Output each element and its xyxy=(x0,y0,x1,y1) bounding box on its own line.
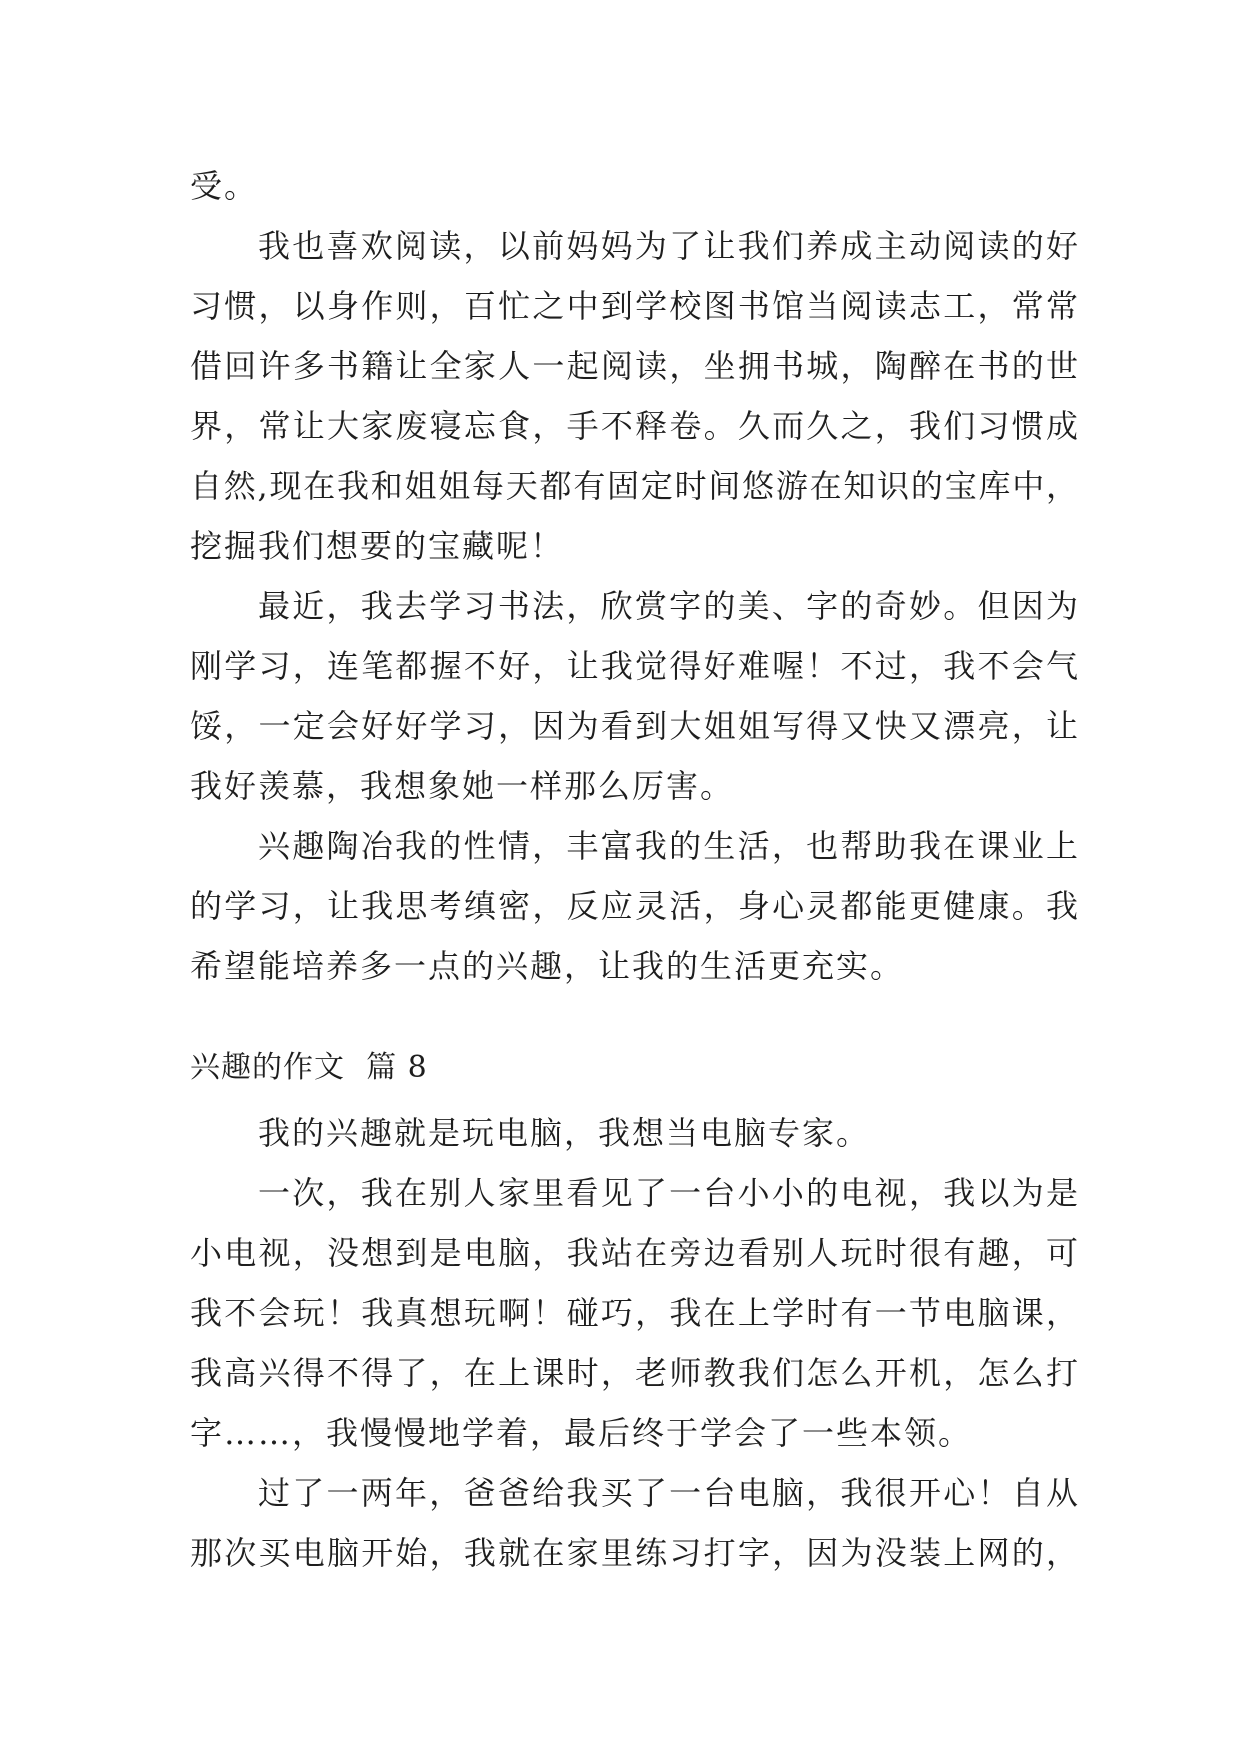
text-line: 我不会玩！我真想玩啊！碰巧，我在上学时有一节电脑课， xyxy=(190,1294,1078,1332)
paragraph xyxy=(190,576,1078,816)
text-line: 兴趣陶冶我的性情，丰富我的生活，也帮助我在课业上 xyxy=(258,827,1078,865)
text-line: 的学习，让我思考缜密，反应灵活，身心灵都能更健康。我 xyxy=(190,887,1078,925)
essay-title: 兴趣的作文 篇 8 xyxy=(190,1050,428,1085)
text-line: 小电视，没想到是电脑，我站在旁边看别人玩时很有趣，可 xyxy=(190,1234,1078,1272)
essay-8-body xyxy=(190,1103,1078,1583)
text-line: 挖掘我们想要的宝藏呢！ xyxy=(190,527,565,565)
text-line: 我高兴得不得了，在上课时，老师教我们怎么开机，怎么打 xyxy=(190,1354,1078,1392)
text-line: 习惯，以身作则，百忙之中到学校图书馆当阅读志工，常常 xyxy=(190,287,1078,325)
paragraph xyxy=(190,816,1078,996)
text-line: 最近，我去学习书法，欣赏字的美、字的奇妙。但因为 xyxy=(258,587,1078,625)
text-line: 自然,现在我和姐姐每天都有固定时间悠游在知识的宝库中， xyxy=(190,467,1078,505)
text-line: 我的兴趣就是玩电脑，我想当电脑专家。 xyxy=(258,1114,871,1152)
paragraph xyxy=(190,1163,1078,1463)
paragraph xyxy=(190,216,1078,576)
essay-heading-block xyxy=(190,1038,1078,1098)
paragraph xyxy=(190,156,1078,216)
paragraph xyxy=(190,1103,1078,1163)
paragraph xyxy=(190,1463,1078,1583)
text-line: 馁，一定会好好学习，因为看到大姐姐写得又快又漂亮，让 xyxy=(190,707,1078,745)
text-line: 刚学习，连笔都握不好，让我觉得好难喔！不过，我不会气 xyxy=(190,647,1078,685)
text-line: 字……，我慢慢地学着，最后终于学会了一些本领。 xyxy=(190,1414,973,1452)
text-line: 过了一两年，爸爸给我买了一台电脑，我很开心！自从 xyxy=(258,1474,1078,1512)
text-line: 我也喜欢阅读，以前妈妈为了让我们养成主动阅读的好 xyxy=(258,227,1078,265)
text-line: 我好羡慕，我想象她一样那么厉害。 xyxy=(190,767,735,805)
text-line: 受。 xyxy=(190,167,259,205)
text-line: 界，常让大家废寝忘食，手不释卷。久而久之，我们习惯成 xyxy=(190,407,1078,445)
text-line: 希望能培养多一点的兴趣，让我的生活更充实。 xyxy=(190,947,905,985)
text-line: 一次，我在别人家里看见了一台小小的电视，我以为是 xyxy=(258,1174,1078,1212)
text-line: 那次买电脑开始，我就在家里练习打字，因为没装上网的， xyxy=(190,1534,1078,1572)
text-line: 借回许多书籍让全家人一起阅读，坐拥书城，陶醉在书的世 xyxy=(190,347,1078,385)
essay-tail xyxy=(190,156,1078,996)
